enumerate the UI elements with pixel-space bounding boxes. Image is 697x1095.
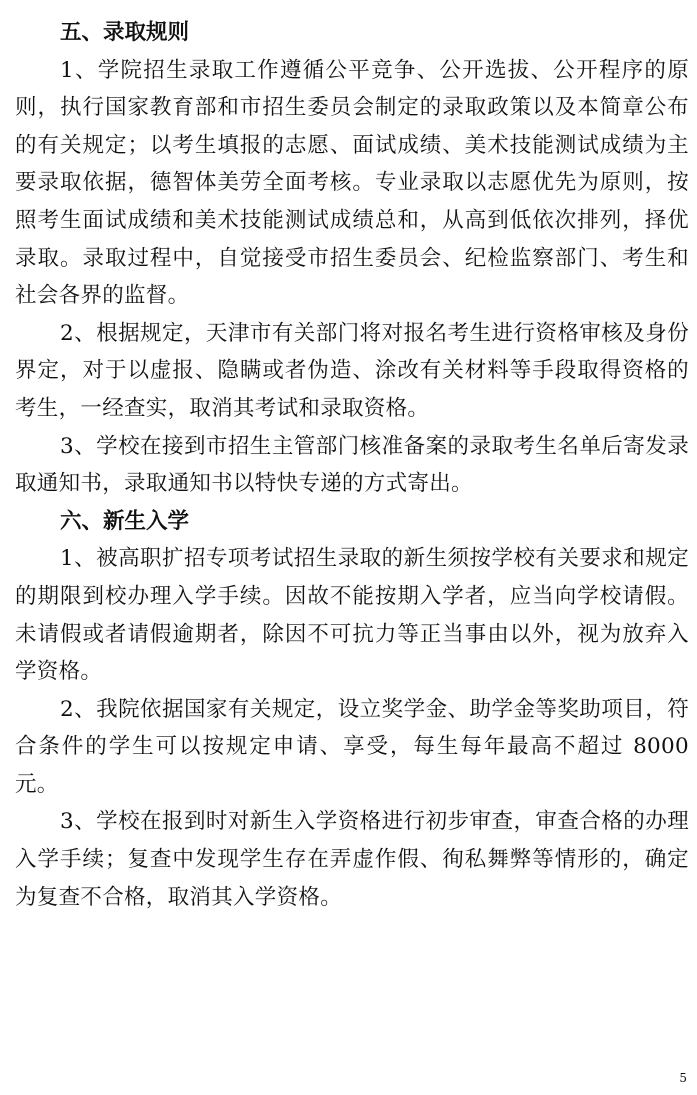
admission-rule-2: 2、根据规定，天津市有关部门将对报名考生进行资格审核及身份界定，对于以虚报、隐瞒或者伪造、涂改有关材料等手段取得资格的考生，一经查实，取消其考试和录取资格。 [15,320,689,421]
section-heading-enrollment: 六、新生入学 [60,508,190,534]
section-heading-admission-rules: 五、录取规则 [60,20,190,45]
admission-rule-3: 3、学校在接到市招生主管部门核准备案的录取考生名单后寄发录取通知书，录取通知书以特快专递的方式寄出。 [15,433,689,497]
admission-rule-1: 1、学院招生录取工作遵循公平竞争、公开选拔、公开程序的原则，执行国家教育部和市招生委员会制定的录取政策以及本简章公布的有关规定；以考生填报的志愿、面试成绩、美术技能测试成绩为主要录取依据，德智体美劳全面考核。专业录取以志愿优先为原则，按照考生面试成绩和美术技能测试成绩总和，从高到低依次排列，择优录取。录取过程中，自觉接受市招生委员会、纪检监察部门、考生和社会各界的监督。 [15,57,689,309]
enrollment-rule-1: 1、被高职扩招专项考试招生录取的新生须按学校有关要求和规定的期限到校办理入学手续。因故不能按期入学者，应当向学校请假。未请假或者请假逾期者，除因不可抗力等正当事由以外，视为放弃入学资格。 [15,546,689,685]
enrollment-rule-3: 3、学校在报到时对新生入学资格进行初步审查，审查合格的办理入学手续；复查中发现学生存在弄虚作假、徇私舞弊等情形的，确定为复查不合格，取消其入学资格。 [15,809,689,910]
enrollment-rule-2: 2、我院依据国家有关规定，设立奖学金、助学金等奖助项目，符合条件的学生可以按规定申请、享受，每生每年最高不超过 8000 元。 [15,696,689,797]
page-number: 5 [679,1071,687,1085]
document-page [15,14,689,916]
